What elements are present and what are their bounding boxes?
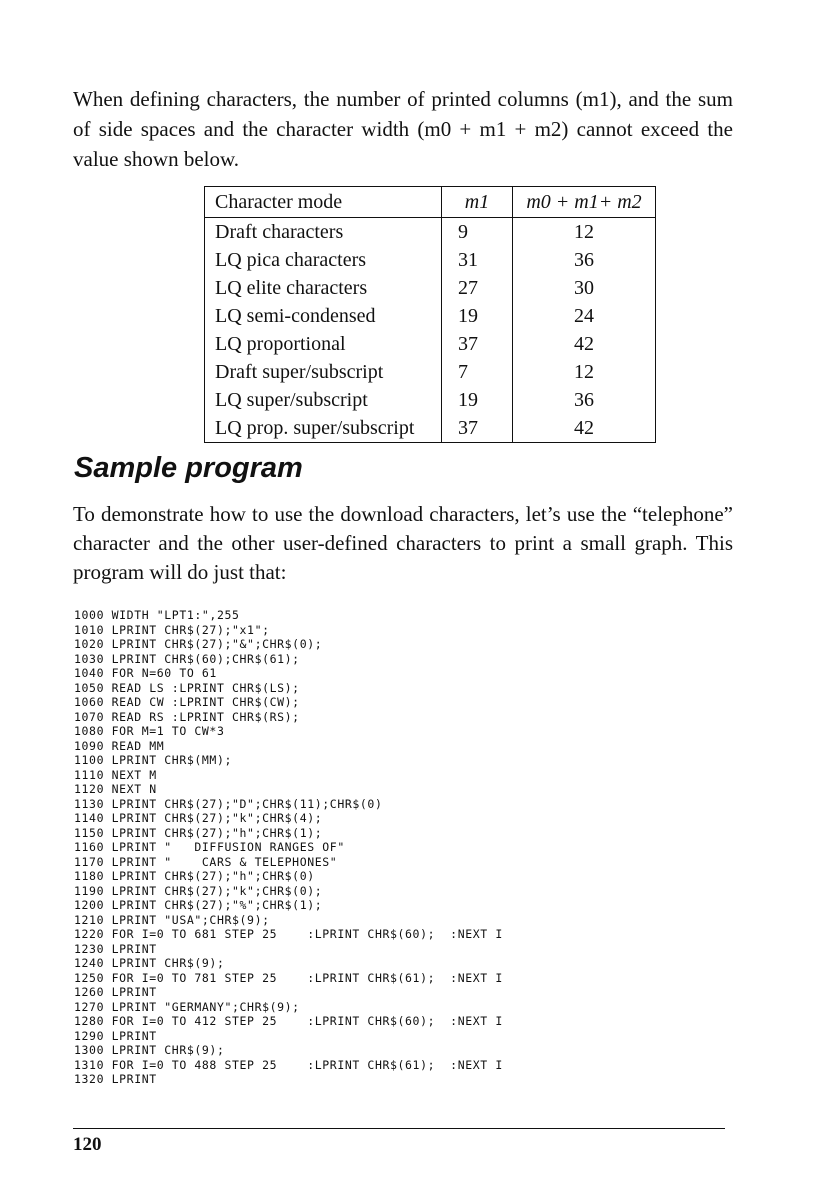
code-line: 1180 LPRINT CHR$(27);"h";CHR$(0) xyxy=(74,869,315,883)
header-sum: m0 + m1+ m2 xyxy=(513,187,656,218)
cell-m1: 9 xyxy=(442,218,513,247)
table-header-row xyxy=(205,187,656,218)
code-line: 1320 LPRINT xyxy=(74,1072,157,1086)
section-paragraph xyxy=(73,500,733,587)
cell-m1: 7 xyxy=(442,358,513,386)
code-line: 1220 FOR I=0 TO 681 STEP 25 :LPRINT CHR$(60); :NEXT I xyxy=(74,927,503,941)
code-line: 1150 LPRINT CHR$(27);"h";CHR$(1); xyxy=(74,825,323,840)
page-number: 120 xyxy=(73,1134,102,1155)
code-line: 1080 FOR M=1 TO CW*3 xyxy=(74,724,225,738)
cell-character-mode: Draft super/subscript xyxy=(205,358,442,386)
code-line: 1230 LPRINT xyxy=(74,941,157,956)
code-line: 1240 LPRINT CHR$(9); xyxy=(74,956,225,970)
code-line: 1060 READ CW :LPRINT CHR$(CW); xyxy=(74,695,300,709)
intro-text: When defining characters, the number of printed columns (m1), and the sum of side spaces and the character width (m0 + m1 + m2) cannot exceed the value shown below. xyxy=(73,87,733,171)
header-character-mode: Character mode xyxy=(205,187,442,218)
character-width-table xyxy=(204,186,656,443)
cell-m1: 19 xyxy=(442,386,513,414)
code-listing xyxy=(74,608,503,1087)
header-m1: m1 xyxy=(442,187,513,218)
cell-m1: 31 xyxy=(442,246,513,274)
section-text: To demonstrate how to use the download characters, let’s use the “telephone” character and the other user-defined characters to print a small graph. This program will do just that: xyxy=(73,502,733,584)
cell-sum: 42 xyxy=(513,414,656,443)
cell-sum: 12 xyxy=(513,218,656,247)
code-line: 1260 LPRINT xyxy=(74,985,157,999)
code-line: 1210 LPRINT "USA";CHR$(9); xyxy=(74,912,270,927)
cell-m1: 37 xyxy=(442,414,513,443)
code-line: 1110 NEXT M xyxy=(74,767,157,782)
code-line: 1100 LPRINT CHR$(MM); xyxy=(74,753,232,767)
cell-character-mode: LQ super/subscript xyxy=(205,386,442,414)
code-line: 1270 LPRINT "GERMANY";CHR$(9); xyxy=(74,999,300,1014)
code-line: 1050 READ LS :LPRINT CHR$(LS); xyxy=(74,680,300,695)
cell-sum: 36 xyxy=(513,386,656,414)
table-row xyxy=(205,330,656,358)
code-line: 1070 READ RS :LPRINT CHR$(RS); xyxy=(74,709,300,724)
cell-sum: 24 xyxy=(513,302,656,330)
cell-character-mode: LQ prop. super/subscript xyxy=(205,414,442,443)
table-row xyxy=(205,274,656,302)
code-line: 1280 FOR I=0 TO 412 STEP 25 :LPRINT CHR$(60); :NEXT I xyxy=(74,1014,503,1028)
code-line: 1090 READ MM xyxy=(74,738,165,753)
cell-m1: 27 xyxy=(442,274,513,302)
cell-sum: 12 xyxy=(513,358,656,386)
cell-character-mode: LQ semi-condensed xyxy=(205,302,442,330)
code-line: 1250 FOR I=0 TO 781 STEP 25 :LPRINT CHR$(61); :NEXT I xyxy=(74,970,503,985)
code-line: 1140 LPRINT CHR$(27);"k";CHR$(4); xyxy=(74,811,323,825)
cell-sum: 30 xyxy=(513,274,656,302)
table-row xyxy=(205,386,656,414)
code-line: 1190 LPRINT CHR$(27);"k";CHR$(0); xyxy=(74,883,323,898)
code-line: 1020 LPRINT CHR$(27);"&";CHR$(0); xyxy=(74,637,323,651)
cell-m1: 19 xyxy=(442,302,513,330)
footer-rule xyxy=(73,1128,725,1129)
cell-sum: 36 xyxy=(513,246,656,274)
table-row xyxy=(205,414,656,443)
table-row xyxy=(205,218,656,247)
cell-m1: 37 xyxy=(442,330,513,358)
cell-character-mode: LQ proportional xyxy=(205,330,442,358)
code-line: 1010 LPRINT CHR$(27);"x1"; xyxy=(74,622,270,637)
code-line: 1130 LPRINT CHR$(27);"D";CHR$(11);CHR$(0) xyxy=(74,796,383,811)
code-line: 1290 LPRINT xyxy=(74,1028,157,1043)
code-line: 1200 LPRINT CHR$(27);"%";CHR$(1); xyxy=(74,898,323,912)
cell-character-mode: LQ pica characters xyxy=(205,246,442,274)
table-row xyxy=(205,302,656,330)
table-row xyxy=(205,358,656,386)
cell-character-mode: LQ elite characters xyxy=(205,274,442,302)
code-line: 1300 LPRINT CHR$(9); xyxy=(74,1043,225,1057)
code-line: 1310 FOR I=0 TO 488 STEP 25 :LPRINT CHR$(61); :NEXT I xyxy=(74,1057,503,1072)
cell-character-mode: Draft characters xyxy=(205,218,442,247)
section-heading: Sample program xyxy=(74,452,303,484)
code-line: 1120 NEXT N xyxy=(74,782,157,796)
code-line: 1000 WIDTH "LPT1:",255 xyxy=(74,608,240,622)
table-body xyxy=(205,218,656,443)
intro-paragraph xyxy=(73,84,733,174)
code-line: 1030 LPRINT CHR$(60);CHR$(61); xyxy=(74,651,300,666)
code-line: 1170 LPRINT " CARS & TELEPHONES" xyxy=(74,854,338,869)
code-line: 1160 LPRINT " DIFFUSION RANGES OF" xyxy=(74,840,345,854)
code-line: 1040 FOR N=60 TO 61 xyxy=(74,666,217,680)
cell-sum: 42 xyxy=(513,330,656,358)
table-row xyxy=(205,246,656,274)
